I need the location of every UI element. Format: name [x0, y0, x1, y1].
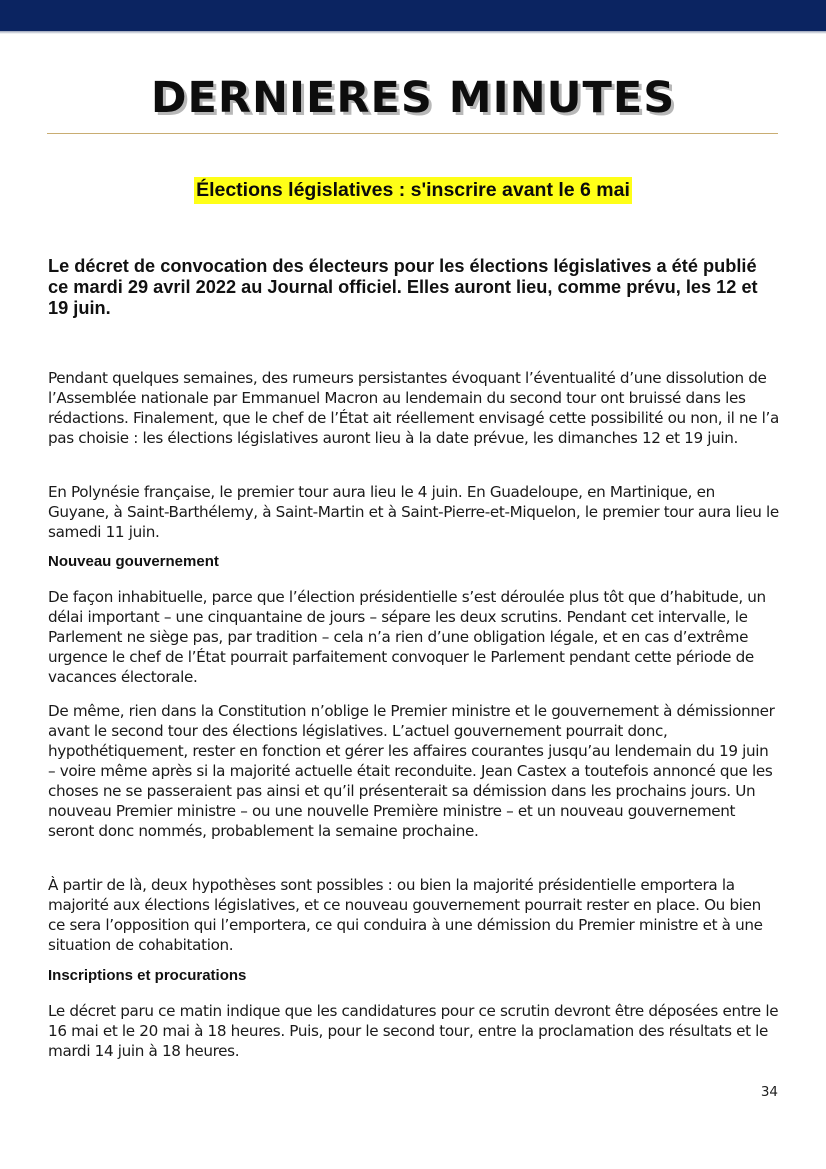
top-banner-shadow	[0, 31, 826, 34]
title-divider	[47, 133, 778, 134]
paragraph-candidacy-deadlines: Le décret paru ce matin indique que les candidatures pour ce scrutin devront être déposées entre le 16 mai et le 20 mai à 18 heures. Puis, pour le second tour, entre la proclamation des résultats et le mardi 14 juin à 18 heures.	[48, 1002, 779, 1060]
article-headline: Élections législatives : s'inscrire avant le 6 mai	[194, 177, 632, 204]
paragraph-hypotheses: À partir de là, deux hypothèses sont possibles : ou bien la majorité présidentielle emportera la majorité aux élections législatives, et ce nouveau gouvernement pourrait rester en place. Ou bien ce sera l’opposition qui l’emportera, ce qui conduira à une démission du Premier ministre et à une situation de cohabitation.	[48, 876, 763, 954]
paragraph-overseas-dates: En Polynésie française, le premier tour aura lieu le 4 juin. En Guadeloupe, en Martinique, en Guyane, à Saint-Barthélemy, à Saint-Martin et à Saint-Pierre-et-Miquelon, le premier tour aura lieu le samedi 11 juin.	[48, 483, 779, 541]
subheading-inscriptions: Inscriptions et procurations	[48, 967, 247, 984]
paragraph-government-resignation: De même, rien dans la Constitution n’oblige le Premier ministre et le gouvernement à démissionner avant le second tour des élections législatives. L’actuel gouvernement pourrait donc, hypothétiquement, rester en fonction et gérer les affaires courantes jusqu’au lendemain du 19 juin – voire même après si la majorité actuelle était reconduite. Jean Castex a toutefois annoncé que les choses ne se passeraient pas ainsi et qu’il présenterait sa démission dans les prochains jours. Un nouveau Premier ministre – ou une nouvelle Première ministre – et un nouveau gouvernement seront donc nommés, probablement la semaine prochaine.	[48, 702, 775, 840]
subheading-nouveau-gouvernement: Nouveau gouvernement	[48, 553, 219, 570]
paragraph-delay-between-rounds: De façon inhabituelle, parce que l’élection présidentielle s’est déroulée plus tôt que d’habitude, un délai important – une cinquantaine de jours – sépare les deux scrutins. Pendant cet intervalle, le Parlement ne siège pas, par tradition – cela n’a rien d’une obligation légale, et en cas d’extrême urgence le chef de l’État pourrait parfaitement convoquer le Parlement pendant cette période de vacances électorale.	[48, 588, 766, 686]
top-banner-bar	[0, 0, 826, 31]
paragraph-dissolution-rumors: Pendant quelques semaines, des rumeurs persistantes évoquant l’éventualité d’une dissolution de l’Assemblée nationale par Emmanuel Macron au lendemain du second tour ont bruissé dans les rédactions. Finalement, que le chef de l’État ait réellement envisagé cette possibilité ou non, il ne l’a pas choisie : les élections législatives auront lieu à la date prévue, les dimanches 12 et 19 juin.	[48, 369, 779, 447]
page-title: DERNIERES MINUTES	[150, 73, 676, 123]
article-lead: Le décret de convocation des électeurs pour les élections législatives a été publié ce mardi 29 avril 2022 au Journal officiel. Elles auront lieu, comme prévu, les 12 et 19 juin.	[48, 256, 758, 318]
page-number: 34	[760, 1084, 778, 1100]
headline-container	[0, 177, 826, 204]
